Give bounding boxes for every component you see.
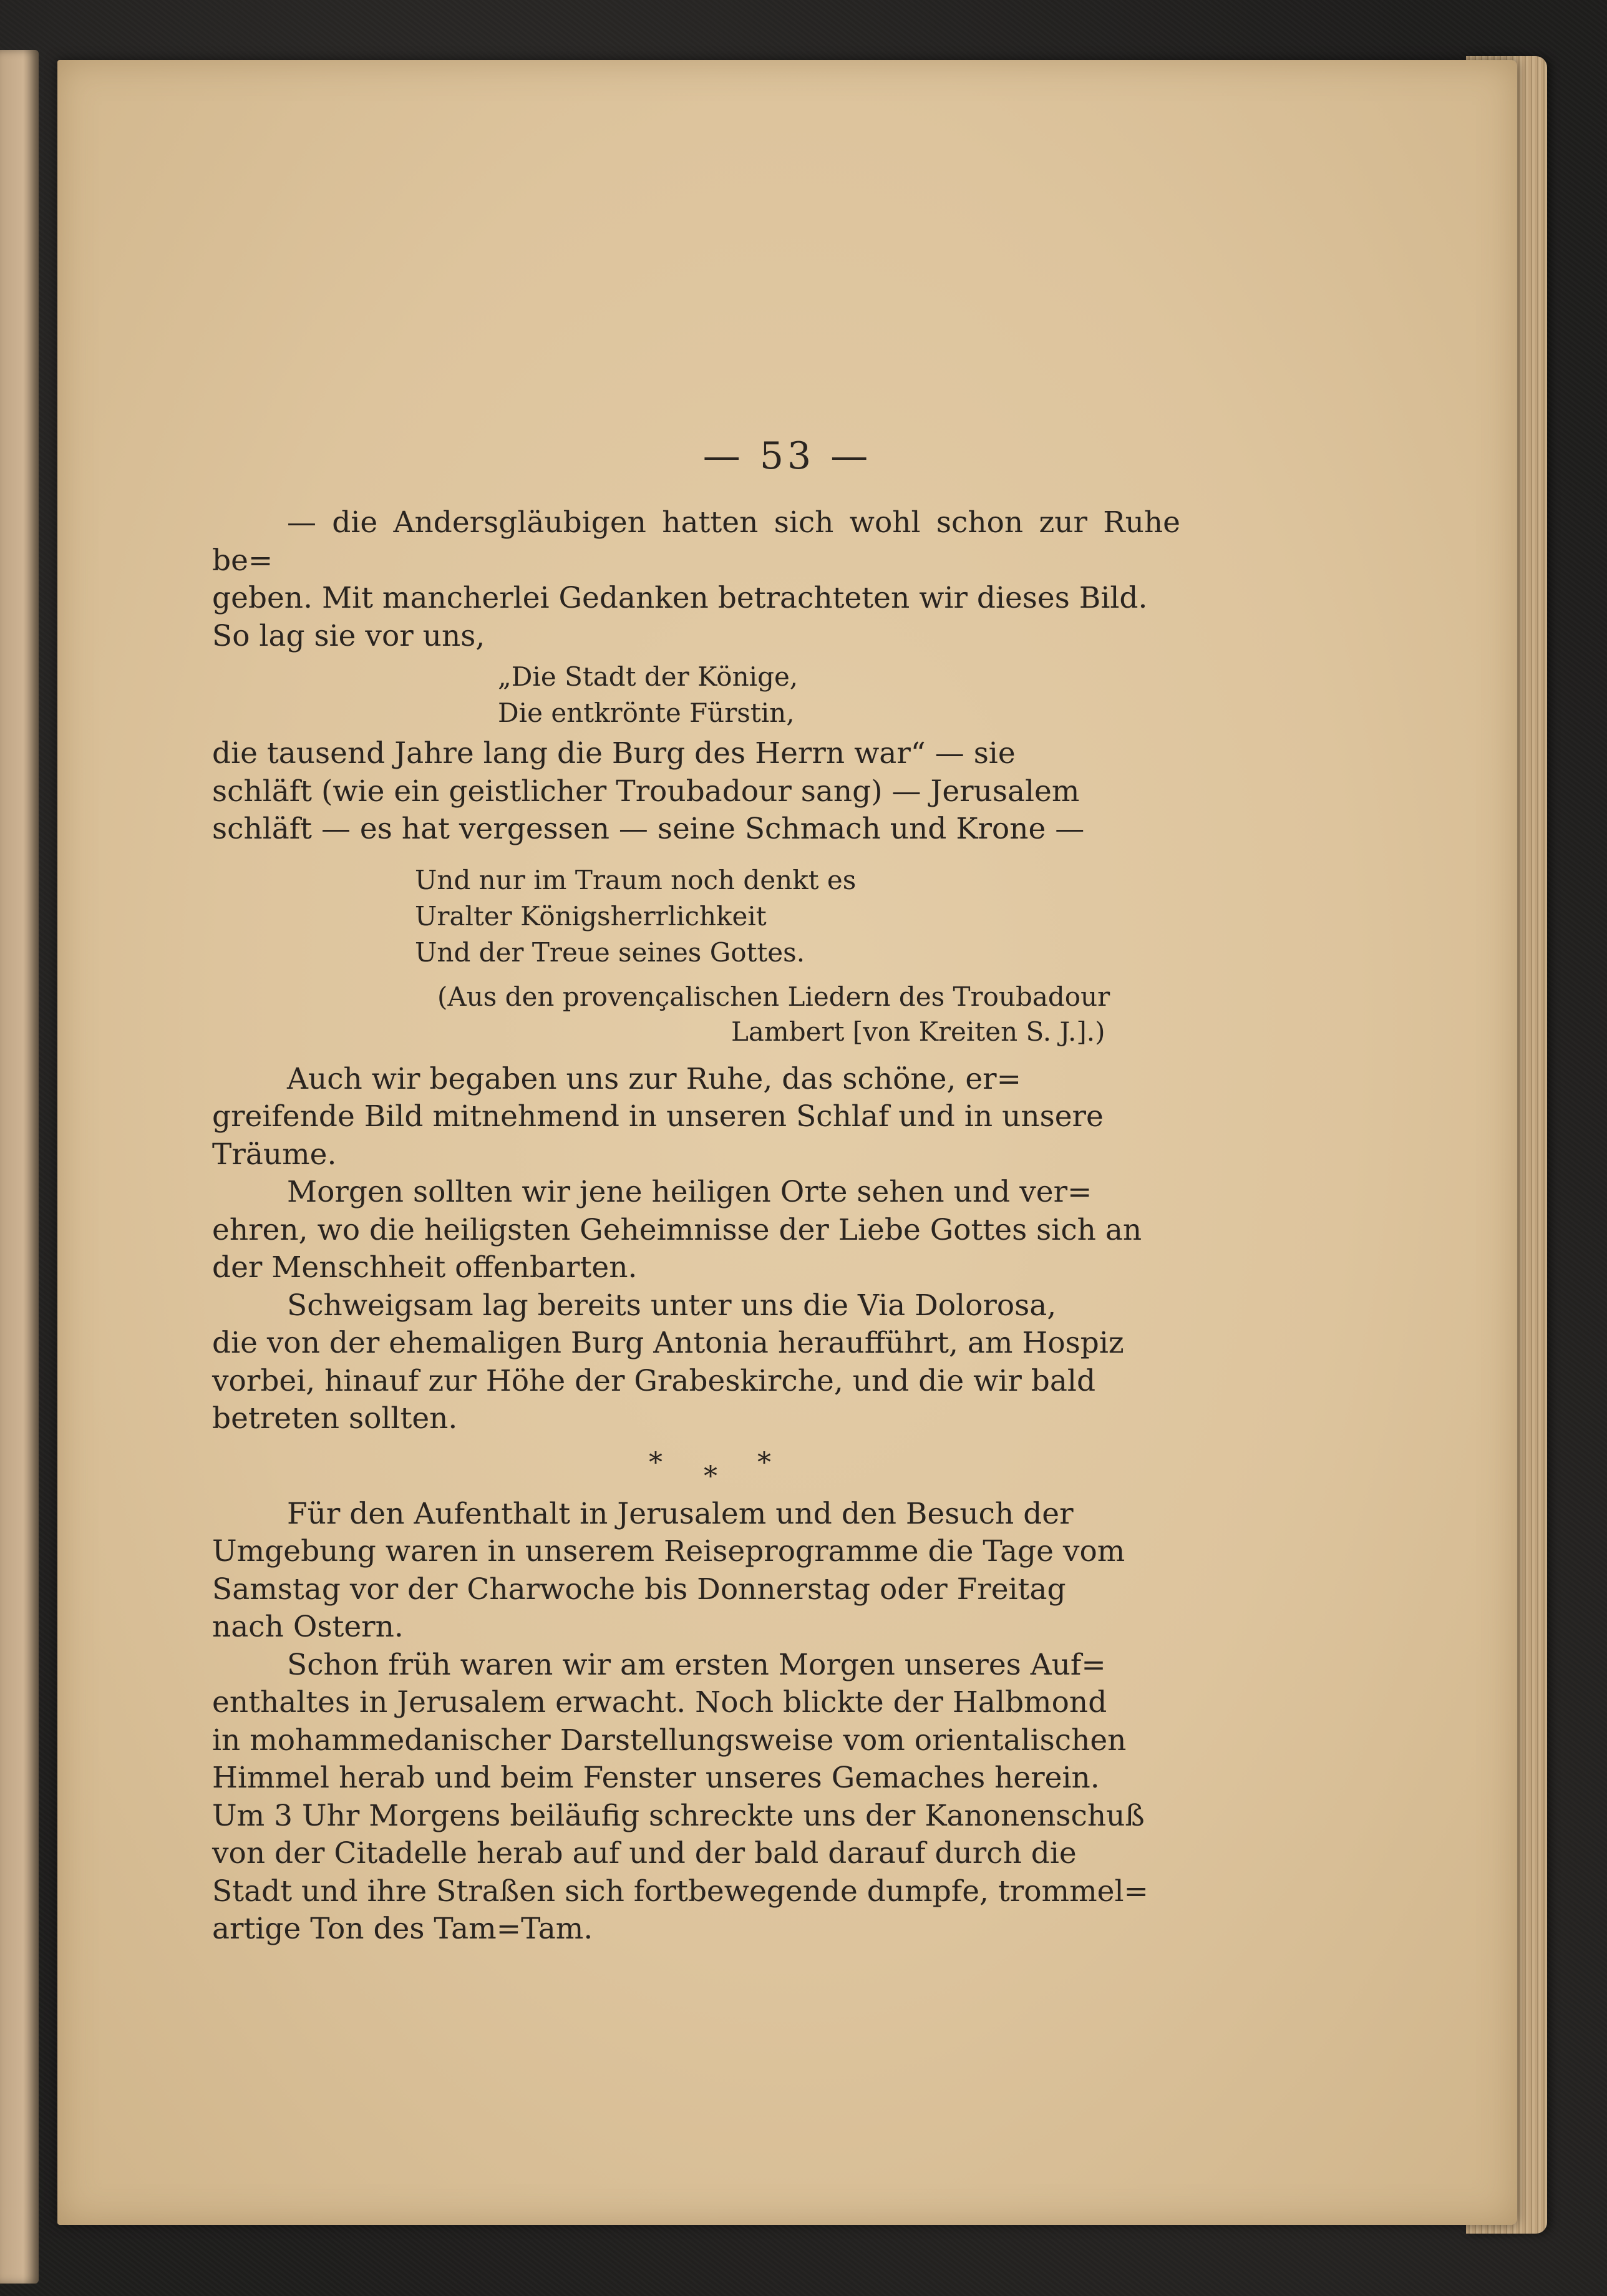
text-line: schläft (wie ein geistlicher Troubadour sang) — Jerusalem (212, 774, 1080, 809)
text-line: greifende Bild mitnehmend in unseren Schlaf und in unsere (212, 1099, 1104, 1134)
book-page (57, 60, 1517, 2225)
text-line: ehren, wo die heiligsten Geheimnisse der Liebe Gottes sich an (212, 1212, 1142, 1247)
text-line: geben. Mit mancherlei Gedanken betrachteten wir dieses Bild. (212, 581, 1148, 615)
text-line: enthaltes in Jerusalem erwacht. Noch blickte der Halbmond (212, 1685, 1107, 1720)
previous-page-edge (0, 50, 39, 2284)
paragraph-3 (212, 1061, 1180, 1174)
paragraph-2 (212, 735, 1180, 849)
verse-line: „Die Stadt der Könige, (498, 661, 799, 692)
asterisk: * (704, 1460, 717, 1492)
text-line: schläft — es hat vergessen — seine Schmach und Krone — (212, 812, 1085, 846)
asterisk: * (649, 1446, 663, 1479)
text-line: artige Ton des Tam=Tam. (212, 1912, 593, 1946)
text-line: Morgen sollten wir jene heiligen Orte sehen und ver= (287, 1175, 1092, 1209)
verse-line: Und nur im Traum noch denkt es (415, 864, 857, 895)
quote-source (212, 980, 1180, 1049)
paragraph-5 (212, 1287, 1180, 1438)
text-line: betreten sollten. (212, 1401, 458, 1436)
verse-quote-1 (212, 659, 1180, 731)
text-line: Samstag vor der Charwoche bis Donnerstag oder Freitag (212, 1572, 1066, 1607)
text-line: die tausend Jahre lang die Burg des Herrn war“ — sie (212, 736, 1016, 771)
text-line: der Menschheit offenbarten. (212, 1250, 638, 1285)
text-line: Stadt und ihre Straßen sich fortbewegende dumpfe, trommel= (212, 1874, 1148, 1909)
text-line: vorbei, hinauf zur Höhe der Grabeskirche, und die wir bald (212, 1363, 1096, 1398)
text-line: Schweigsam lag bereits unter uns die Via Dolorosa, (287, 1288, 1057, 1323)
text-line: Um 3 Uhr Morgens beiläufig schreckte uns der Kanonenschuß (212, 1798, 1145, 1833)
text-line: Für den Aufenthalt in Jerusalem und den Besuch der (287, 1496, 1074, 1531)
text-line: die von der ehemaligen Burg Antonia heraufführt, am Hospiz (212, 1326, 1124, 1360)
section-divider-asterisks (212, 1438, 1180, 1496)
text-line: — die Andersgläubigen hatten sich wohl schon zur Ruhe be= (212, 505, 1180, 578)
asterisk: * (757, 1446, 771, 1479)
verse-quote-2 (212, 862, 1180, 971)
source-line: Lambert [von Kreiten S. J.].) (731, 1016, 1105, 1047)
text-line: Himmel herab und beim Fenster unseres Gemaches herein. (212, 1761, 1100, 1795)
source-line: (Aus den provençalischen Liedern des Troubadour (437, 981, 1110, 1012)
text-line: Schon früh waren wir am ersten Morgen unseres Auf= (287, 1647, 1106, 1682)
text-line: Umgebung waren in unserem Reiseprogramme die Tage vom (212, 1534, 1125, 1569)
verse-line: Uralter Königsherrlichkeit (415, 900, 767, 932)
paragraph-7 (212, 1647, 1180, 1948)
text-line: in mohammedanischer Darstellungsweise vom orientalischen (212, 1723, 1127, 1758)
paragraph-6 (212, 1496, 1180, 1647)
page-text (212, 504, 1180, 1948)
text-line: nach Ostern. (212, 1610, 404, 1644)
text-line: Auch wir begaben uns zur Ruhe, das schöne, er= (287, 1061, 1021, 1096)
verse-line: Die entkrönte Fürstin, (498, 698, 795, 728)
paragraph-1 (212, 504, 1180, 655)
page-number: — 53 — (702, 434, 872, 478)
paragraph-4 (212, 1174, 1180, 1287)
text-line: von der Citadelle herab auf und der bald darauf durch die (212, 1836, 1077, 1870)
text-line: Träume. (212, 1137, 337, 1172)
verse-line: Und der Treue seines Gottes. (415, 936, 805, 968)
text-line: So lag sie vor uns, (212, 618, 485, 653)
